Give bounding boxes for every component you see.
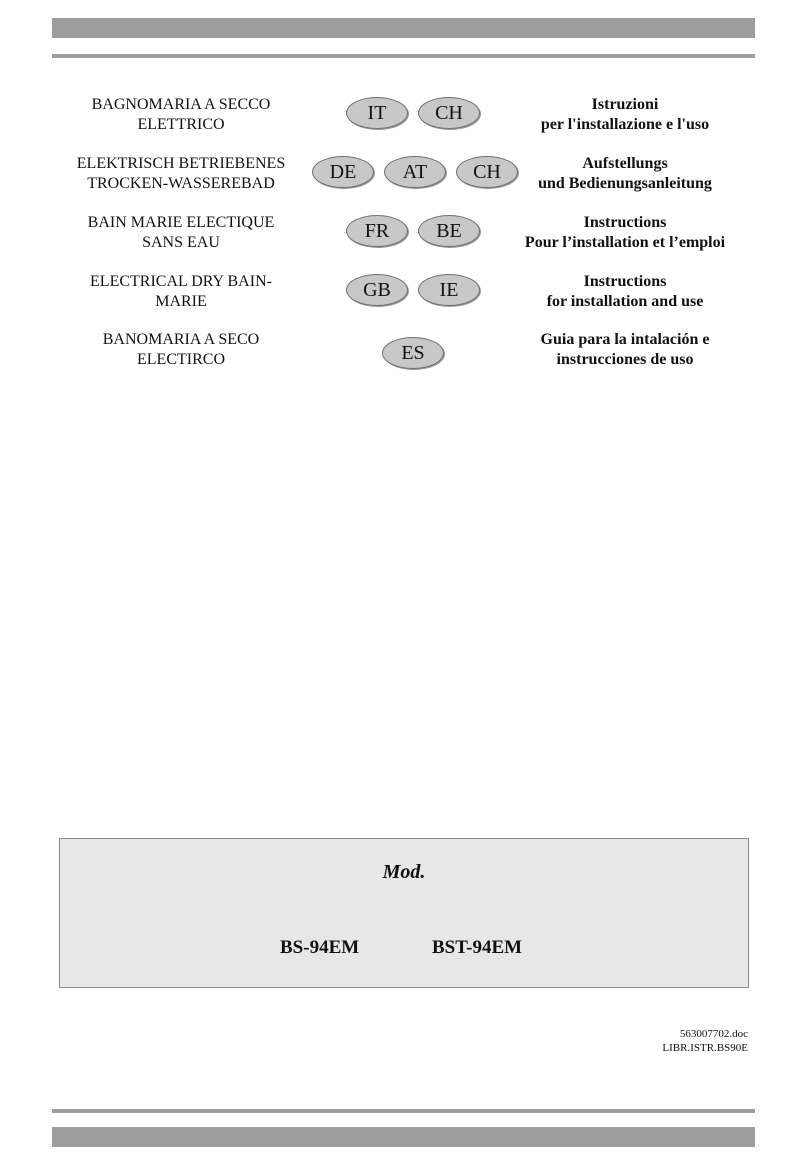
country-codes-de xyxy=(306,156,524,190)
product-name-gb xyxy=(52,272,310,312)
product-name-line-1: BAIN MARIE ELECTIQUE xyxy=(87,214,275,231)
country-badge-ch: CH xyxy=(418,97,480,129)
product-name-line-2: ELETTRICO xyxy=(137,116,225,133)
instructions-line-1: Aufstellungs xyxy=(582,155,668,172)
country-badge-be: BE xyxy=(418,215,480,247)
instructions-line-2: Pour l’installation et l’emploi xyxy=(524,234,726,251)
country-badge-it: IT xyxy=(346,97,408,129)
product-name-line-2: ELECTIRCO xyxy=(137,351,225,368)
product-name-line-1: ELEKTRISCH BETRIEBENES xyxy=(76,155,286,172)
header-bar-thin xyxy=(52,54,755,58)
language-row-gb xyxy=(52,272,755,322)
instructions-line-2: for installation and use xyxy=(546,293,704,310)
document-code: LIBR.ISTR.BS90E xyxy=(662,1042,748,1054)
country-codes-it xyxy=(308,97,518,131)
product-name-de xyxy=(52,154,310,194)
product-name-line-1: BAGNOMARIA A SECCO xyxy=(91,96,271,113)
language-row-fr xyxy=(52,213,755,263)
product-name-line-2: SANS EAU xyxy=(142,234,220,251)
instructions-line-1: Guia para la intalación e xyxy=(540,331,710,348)
country-badge-ch: CH xyxy=(456,156,518,188)
instructions-line-1: Istruzioni xyxy=(591,96,659,113)
country-codes-gb xyxy=(308,274,518,308)
country-badge-gb: GB xyxy=(346,274,408,306)
language-row-it xyxy=(52,95,755,145)
model-box xyxy=(59,838,749,988)
product-name-line-2: TROCKEN-WASSEREBAD xyxy=(87,175,275,192)
instructions-line-1: Instructions xyxy=(583,273,667,290)
instructions-line-2: instrucciones de uso xyxy=(556,351,694,368)
language-row-es xyxy=(52,330,755,380)
instructions-title-es xyxy=(514,330,736,370)
document-reference xyxy=(662,1027,748,1055)
product-name-it xyxy=(52,95,310,135)
instructions-line-2: per l'installazione e l'uso xyxy=(540,116,710,133)
product-name-line-1: BANOMARIA A SECO xyxy=(102,331,260,348)
country-badge-de: DE xyxy=(312,156,374,188)
instructions-line-1: Instructions xyxy=(583,214,667,231)
product-name-line-1: ELECTRICAL DRY BAIN- xyxy=(90,273,272,290)
instructions-title-fr xyxy=(514,213,736,253)
country-badge-at: AT xyxy=(384,156,446,188)
product-name-line-2: MARIE xyxy=(155,293,207,310)
instructions-title-de xyxy=(514,154,736,194)
instructions-title-gb xyxy=(514,272,736,312)
country-codes-es xyxy=(308,337,518,371)
footer-bar-thick xyxy=(52,1127,755,1147)
country-codes-fr xyxy=(308,215,518,249)
document-file-name: 563007702.doc xyxy=(679,1028,748,1040)
product-name-es xyxy=(52,330,310,370)
product-name-fr xyxy=(52,213,310,253)
header-bar-thick xyxy=(52,18,755,38)
country-badge-es: ES xyxy=(382,337,444,369)
model-number-bs-94em: BS-94EM xyxy=(280,937,360,958)
language-row-de xyxy=(52,154,755,204)
model-number-bst-94em: BST-94EM xyxy=(432,937,523,958)
country-badge-fr: FR xyxy=(346,215,408,247)
model-label: Mod. xyxy=(382,861,426,883)
instructions-line-2: und Bedienungsanleitung xyxy=(538,175,712,192)
footer-bar-thin xyxy=(52,1109,755,1113)
instructions-title-it xyxy=(514,95,736,135)
country-badge-ie: IE xyxy=(418,274,480,306)
